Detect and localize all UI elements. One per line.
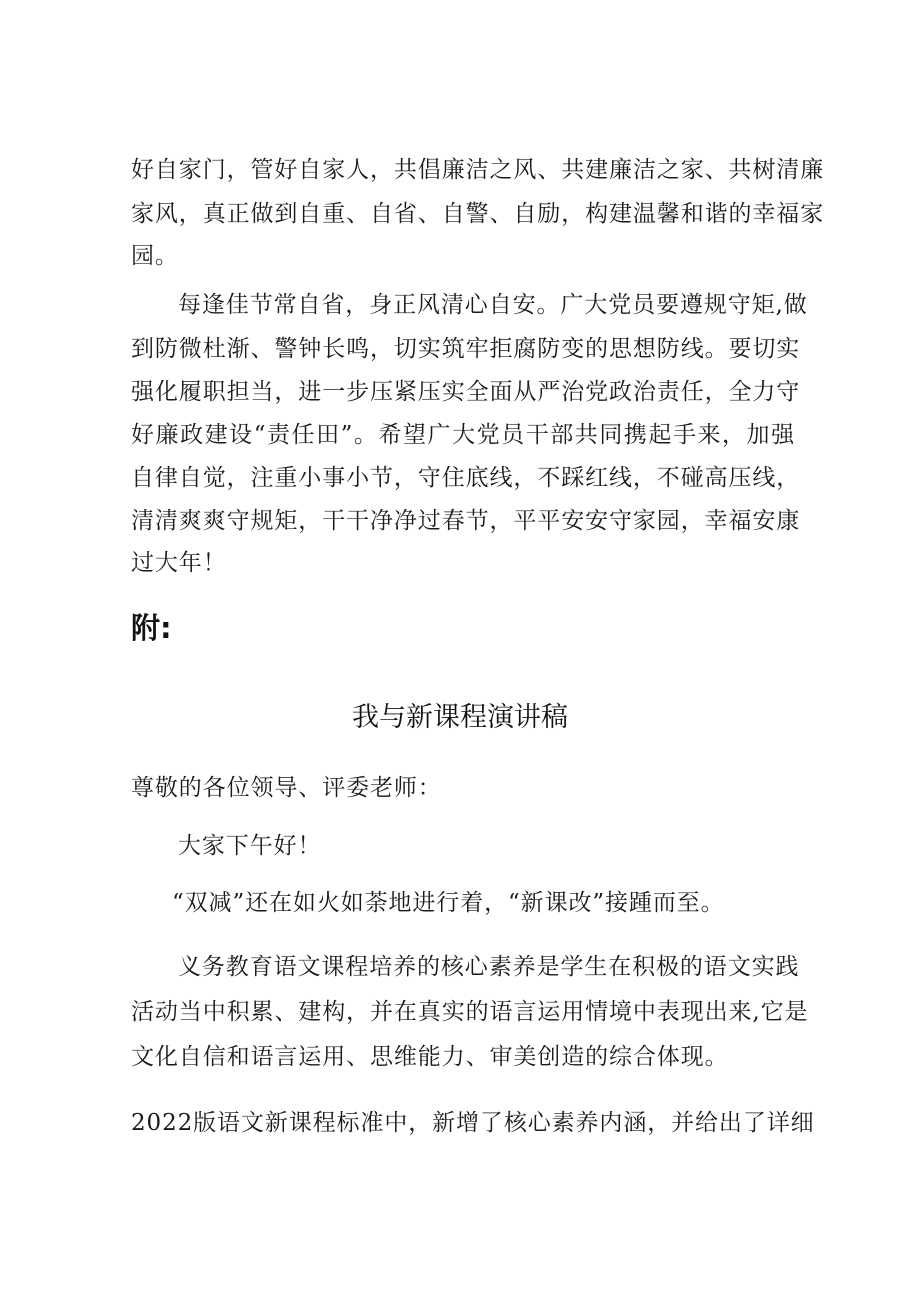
paragraph-4-line-3: 文化自信和语言运用、思维能力、审美创造的综合体现。 — [131, 1044, 729, 1070]
speech-title: 我与新课程演讲稿 — [352, 702, 568, 733]
appendix-label: 附: — [131, 611, 172, 645]
paragraph-2-line-7: 过大年！ — [131, 550, 227, 576]
salutation: 尊敬的各位领导、评委老师： — [131, 775, 442, 801]
paragraph-2-line-2: 到防微杜渐、警钟长鸣，切实筑牢拒腐防变的思想防线。要切实 — [131, 336, 801, 362]
paragraph-2-line-1: 每逢佳节常自省，身正风清心自安。广大党员要遵规守矩,做 — [178, 292, 808, 318]
paragraph-2-line-4: 好廉政建设“责任田”。希望广大党员干部共同携起手来，加强 — [131, 422, 795, 448]
paragraph-5-line-1: 2022版语文新课程标准中，新增了核心素养内涵，并给出了详细 — [131, 1110, 815, 1136]
paragraph-1-line-1: 好自家门，管好自家人，共倡廉洁之风、共建廉洁之家、共树清廉 — [131, 157, 825, 183]
greeting: 大家下午好！ — [178, 833, 322, 859]
paragraph-2-line-3: 强化履职担当，进一步压紧压实全面从严治党政治责任，全力守 — [131, 379, 801, 405]
paragraph-2-line-6: 清清爽爽守规矩，干干净净过春节，平平安安守家园，幸福安康 — [131, 508, 801, 534]
paragraph-1-line-3: 园。 — [131, 243, 179, 269]
paragraph-4-line-2: 活动当中积累、建构，并在真实的语言运用情境中表现出来,它是 — [131, 999, 809, 1025]
paragraph-3: “双减”还在如火如荼地进行着，“新课改”接踵而至。 — [172, 890, 725, 916]
paragraph-2-line-5: 自律自觉，注重小事小节，守住底线，不踩红线，不碰高压线， — [131, 465, 801, 491]
paragraph-4-line-1: 义务教育语文课程培养的核心素养是学生在积极的语文实践 — [178, 954, 800, 980]
paragraph-1-line-2: 家风，真正做到自重、自省、自警、自励，构建温馨和谐的幸福家 — [131, 201, 825, 227]
